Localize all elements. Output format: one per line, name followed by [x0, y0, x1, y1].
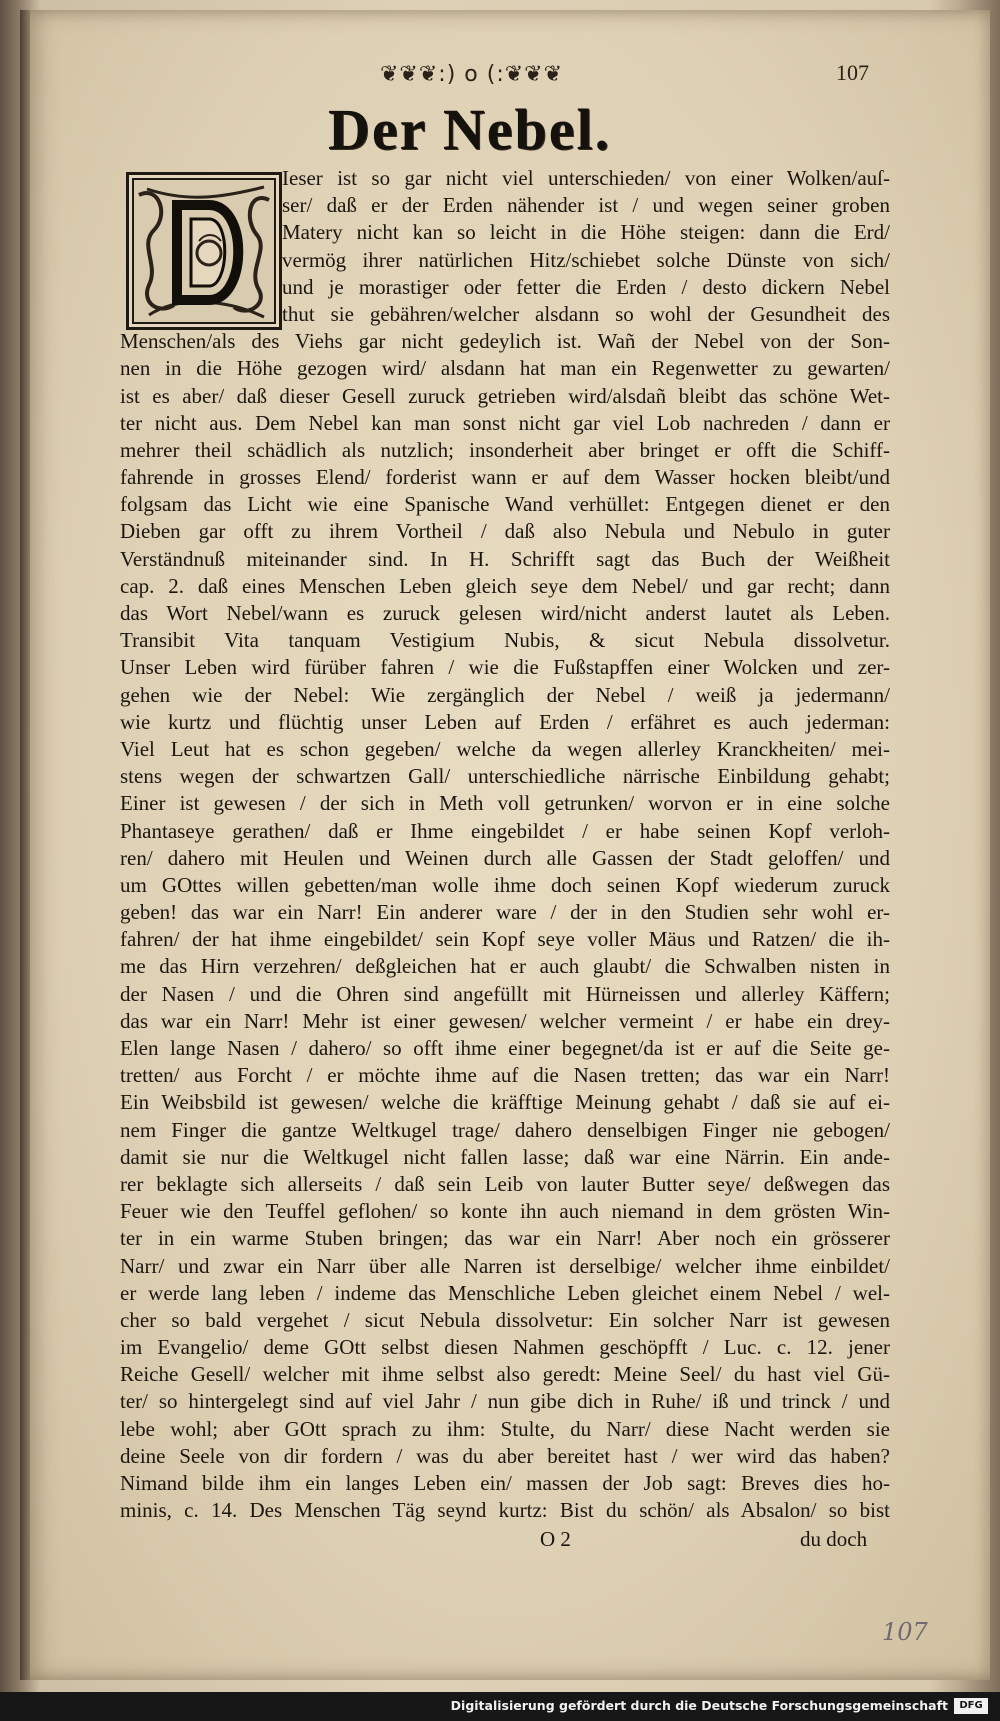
text-line: vermög ihrer natürlichen Hitz/schiebet solche Dünste von sich/	[282, 247, 890, 272]
text-line: Elen lange Nasen / dahero/ so offt ihme einer begegnet/da ist er auf die Seite ge-	[120, 1036, 890, 1060]
catchword: du doch	[800, 1527, 868, 1551]
text-line: fahren/ der hat ihme eingebildet/ sein Kopf seye voller Mäus und Ratzen/ die ih-	[120, 927, 890, 952]
page-gutter	[20, 10, 30, 1680]
text-line: Viel Leut hat es schon gegeben/ welche da wegen allerley Kranckheiten/ mei-	[120, 736, 890, 761]
digitization-footer	[0, 1692, 1000, 1721]
text-line: Dieben gar offt zu ihrem Vortheil / daß also Nebula und Nebulo in guter	[120, 519, 890, 544]
text-line: im Evangelio/ deme GOtt selbst diesen Nahmen geschöpfft / Luc. c. 12. jener	[120, 1335, 890, 1360]
text-line: geben! das war ein Narr! Ein anderer ware / der in den Studien sehr wohl er-	[120, 900, 890, 925]
dfg-logo-icon: DFG	[954, 1698, 988, 1714]
text-line: minis, c. 14. Des Menschen Täg seynd kurtz: Bist du schön/ als Absalon/ so bist	[120, 1498, 890, 1523]
text-line: folgsam das Licht wie eine Spanische Wand verhüllet: Entgegen dienet er den	[120, 492, 890, 517]
text-line: cap. 2. daß eines Menschen Leben gleich seye dem Nebel/ und gar recht; dann	[120, 573, 890, 598]
text-line: damit sie nur die Weltkugel nicht fallen lasse; daß war eine Närrin. Ein ande-	[120, 1144, 890, 1169]
text-line: und je morastiger oder fetter die Erden / desto dickern Nebel	[282, 274, 890, 299]
text-line: Einer ist gewesen / der sich in Meth voll getrunken/ worvon er in eine solche	[120, 791, 890, 816]
main-text-block	[120, 165, 890, 1565]
text-line: tretten/ aus Forcht / er möchte ihme auf die Nasen tretten; das war ein Narr!	[120, 1063, 890, 1088]
text-line: Reiche Gesell/ welcher mit ihme selbst also geredt: Meine Seel/ du hast viel Gü-	[120, 1362, 890, 1387]
text-line: ren/ dahero mit Heulen und Weinen durch alle Gassen der Stadt geloffen/ und	[120, 845, 890, 870]
text-line: ter/ so hintergelegt sind auf viel Jahr / nun gibe dich in Ruhe/ iß und trinck / und	[120, 1389, 890, 1414]
page-title: Der Nebel.	[328, 97, 612, 162]
text-line: Unser Leben wird fürüber fahren / wie die Fußstapffen einer Wolcken und zer-	[120, 655, 890, 680]
text-line: wie kurtz und flüchtig unser Leben auf Erden / erfähret es auch jederman:	[120, 709, 890, 734]
text-line: stens wegen der schwartzen Gall/ unterschiedliche närrische Einbildung gehabt;	[120, 764, 890, 789]
text-line: Nimand bilde ihm ein langes Leben ein/ massen der Job sagt: Breves dies ho-	[120, 1471, 890, 1495]
text-line: rer beklagte sich allerseits / daß sein Leib von lauter Butter seye/ deßwegen das	[120, 1171, 890, 1196]
text-line: nem Finger die gantze Weltkugel trage/ dahero denselbigen Finger nie gebogen/	[120, 1117, 890, 1142]
pencil-page-number: 107	[882, 1618, 928, 1646]
funding-credit: Digitalisierung gefördert durch die Deutsche Forschungsgemeinschaft	[450, 1698, 948, 1713]
text-line: das Wort Nebel/wann es zuruck gelesen wird/nicht anderst lautet als Leben.	[120, 601, 890, 625]
text-line: Ein Weibsbild ist gewesen/ welche die kräfftige Meinung gehabt / daß sie auf ei-	[120, 1090, 890, 1115]
text-line: lebe wohl; aber GOtt sprach zu ihm: Stulte, du Narr/ diese Nacht werden sie	[120, 1416, 890, 1441]
text-line: fahrende in grosses Elend/ forderist wann er auf dem Wasser hocken bleibt/und	[120, 465, 890, 490]
text-line: er werde lang leben / indeme das Menschliche Leben gleichet einem Nebel / wel-	[120, 1280, 890, 1305]
text-line: Phantaseye gerathen/ daß er Ihme eingebildet / er habe seinen Kopf verloh-	[120, 818, 890, 843]
text-line: Menschen/als des Viehs gar nicht gedeylich ist. Wañ der Nebel von der Son-	[120, 329, 890, 354]
header-ornament: ❦❦❦:) o (:❦❦❦	[380, 62, 564, 87]
text-line: thut sie gebähren/welcher alsdann so wohl der Gesundheit des	[282, 301, 890, 326]
text-line: me das Hirn verzehren/ deßgleichen hat er auch glaubt/ die Schwalben nisten in	[120, 954, 890, 979]
text-line: um GOttes willen gebetten/man wolle ihme doch seinen Kopf wiederum zuruck	[120, 872, 890, 897]
text-line: nen in die Höhe gezogen wird/ alsdann hat man ein Regenwetter zu gewarten/	[120, 356, 890, 381]
text-line: ist es aber/ daß dieser Gesell zuruck getrieben wird/alsdañ bleibt das schöne Wet-	[120, 383, 890, 408]
text-line: Verständnuß miteinander sind. In H. Schrifft sagt das Buch der Weißheit	[120, 546, 890, 571]
text-line: Matery nicht kan so leicht in die Höhe steigen: dann die Erd/	[282, 220, 890, 245]
text-line: ter in ein warme Stuben bringen; das war ein Narr! Aber noch ein grösserer	[120, 1226, 890, 1251]
text-line: deine Seele von dir fordern / was du aber bereitet hast / wer wird das haben?	[120, 1443, 890, 1468]
text-line: Ieser ist so gar nicht viel unterschieden/ von einer Wolken/auſ-	[282, 166, 890, 190]
text-line: der Nasen / und die Ohren sind angefüllt mit Hürneissen und allerley Käffern;	[120, 981, 890, 1006]
printer-signature: O 2	[540, 1527, 571, 1551]
text-line: das war ein Narr! Mehr ist einer gewesen/ welcher vermeint / er habe ein drey-	[120, 1008, 890, 1033]
latin-quote-line: Transibit Vita tanquam Vestigium Nubis, & sicut Nebula dissolvetur.	[120, 628, 890, 653]
text-line: ser/ daß er der Erden nähender ist / und wegen seiner groben	[282, 193, 890, 218]
page-number: 107	[836, 60, 869, 85]
text-line: ter nicht aus. Dem Nebel kan man sonst nicht gar viel Lob nachreden / dann er	[120, 410, 890, 435]
text-line: gehen wie der Nebel: Wie zergänglich der Nebel / weiß ja jedermann/	[120, 682, 890, 707]
text-line: Narr/ und zwar ein Narr über alle Narren ist derselbige/ welcher ihme einbildet/	[120, 1253, 890, 1278]
text-line: Feuer wie den Teuffel geflohen/ so konte ihn auch niemand in dem grösten Win-	[120, 1199, 890, 1224]
text-line: mehrer theil schädlich als nutzlich; insonderheit aber bringet er offt die Schiff-	[120, 437, 890, 462]
text-line: cher so bald vergehet / sicut Nebula dissolvetur: Ein solcher Narr ist gewesen	[120, 1307, 890, 1332]
